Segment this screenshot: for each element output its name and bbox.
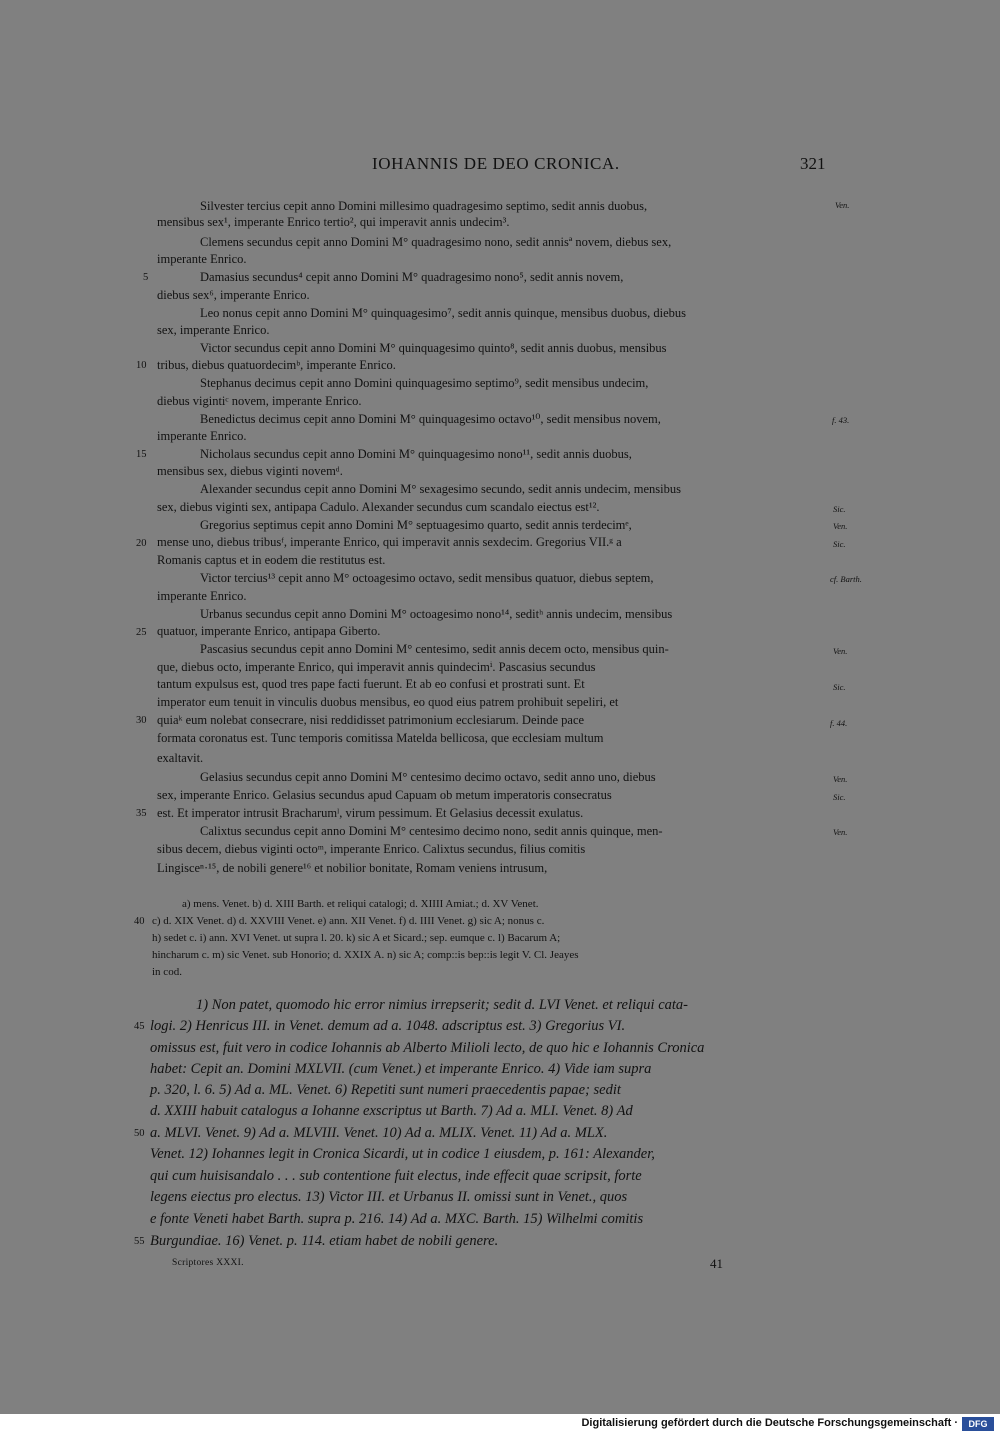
text-line: imperante Enrico. <box>157 589 247 603</box>
text-line: imperante Enrico. <box>157 429 247 443</box>
text-line: quatuor, imperante Enrico, antipapa Giberto. <box>157 624 381 638</box>
footnote-line: p. 320, l. 6. 5) Ad a. ML. Venet. 6) Repetiti sunt numeri praecedentis papae; sedit <box>150 1082 621 1098</box>
gathering-number: 41 <box>710 1256 723 1271</box>
text-line: Urbanus secundus cepit anno Domini M° octoagesimo nono¹⁴, seditʰ annis undecim, mensibus <box>200 607 673 621</box>
margin-note: Ven. <box>833 646 848 656</box>
text-line: mense uno, diebus tribusᶠ, imperante Enrico, qui imperavit annis sexdecim. Gregorius VII.ᵍ a <box>157 535 622 549</box>
apparatus-line: a) mens. Venet. b) d. XIII Barth. et reliqui catalogi; d. XIIII Amiat.; d. XV Venet. <box>182 898 539 910</box>
line-number: 45 <box>134 1021 145 1032</box>
text-line: Lingisceⁿ·¹⁵, de nobili genere¹⁶ et nobilior bonitate, Romam veniens intrusum, <box>157 861 548 875</box>
line-number: 20 <box>136 538 147 549</box>
margin-note: Ven. <box>833 827 848 837</box>
text-line: sibus decem, diebus viginti octoᵐ, imperante Enrico. Calixtus secundus, filius comitis <box>157 842 586 856</box>
footnote-line: logi. 2) Henricus III. in Venet. demum ad a. 1048. adscriptus est. 3) Gregorius VI. <box>150 1018 626 1034</box>
text-line: diebus vigintiᶜ novem, imperante Enrico. <box>157 394 362 408</box>
text-line: Gelasius secundus cepit anno Domini M° centesimo decimo octavo, sedit anno uno, diebus <box>200 770 656 784</box>
footnote-line: habet: Cepit an. Domini MXLVII. (cum Venet.) et imperante Enrico. 4) Vide iam supra <box>150 1061 652 1077</box>
apparatus-line: in cod. <box>152 966 182 978</box>
footnote-line: e fonte Veneti habet Barth. supra p. 216. 14) Ad a. MXC. Barth. 15) Wilhelmi comitis <box>150 1211 644 1227</box>
footnote-line: omissus est, fuit vero in codice Iohannis ab Alberto Milioli lecto, de quo hic e Iohannis Cronica <box>150 1040 705 1056</box>
text-line: Pascasius secundus cepit anno Domini M° centesimo, sedit annis decem octo, mensibus quin- <box>200 642 669 656</box>
footnote-line: legens eiectus pro electus. 13) Victor III. et Urbanus II. omissi sunt in Venet., quos <box>150 1189 628 1205</box>
running-title: IOHANNIS DE DEO CRONICA. <box>372 154 620 173</box>
text-line: Romanis captus et in eodem die restitutus est. <box>157 553 386 567</box>
text-line: sex, diebus viginti sex, antipapa Cadulo. Alexander secundus cum scandalo eiectus est¹². <box>157 500 600 514</box>
text-line: Alexander secundus cepit anno Domini M° sexagesimo secundo, sedit annis undecim, mensibus <box>200 482 681 496</box>
text-line: diebus sex⁶, imperante Enrico. <box>157 288 310 302</box>
text-line: Stephanus decimus cepit anno Domini quinquagesimo septimo⁹, sedit mensibus undecim, <box>200 376 649 390</box>
margin-note: Sic. <box>833 792 846 802</box>
line-number: 10 <box>136 360 147 371</box>
footnote-line: Venet. 12) Iohannes legit in Cronica Sicardi, ut in codice 1 eiusdem, p. 161: Alexander, <box>150 1146 655 1162</box>
text-line: imperante Enrico. <box>157 252 247 266</box>
text-line: Clemens secundus cepit anno Domini M° quadragesimo nono, sedit annisª novem, diebus sex, <box>200 235 672 249</box>
text-line: Gregorius septimus cepit anno Domini M° septuagesimo quarto, sedit annis terdecimᵉ, <box>200 518 632 532</box>
margin-note: f. 43. <box>832 415 850 425</box>
apparatus-line: hincharum c. m) sic Venet. sub Honorio; d. XXIX A. n) sic A; comp::is bep::is legit V. Cl. Jeayes <box>152 949 579 961</box>
footnote-line: a. MLVI. Venet. 9) Ad a. MLVIII. Venet. 10) Ad a. MLIX. Venet. 11) Ad a. MLX. <box>150 1125 608 1141</box>
line-number: 30 <box>136 715 147 726</box>
text-line: Calixtus secundus cepit anno Domini M° centesimo decimo nono, sedit annis quinque, men- <box>200 824 663 838</box>
margin-note: Ven. <box>833 521 848 531</box>
text-line: tantum expulsus est, quod tres pape facti fuerunt. Et ab eo confusi et prostrati sunt. Et <box>157 677 585 691</box>
line-number: 55 <box>134 1236 145 1247</box>
text-line: exaltavit. <box>157 751 204 765</box>
text-line: sex, imperante Enrico. Gelasius secundus apud Capuam ob metum imperatoris consecratus <box>157 788 612 802</box>
text-line: Nicholaus secundus cepit anno Domini M° quinquagesimo nono¹¹, sedit annis duobus, <box>200 447 632 461</box>
text-line: Leo nonus cepit anno Domini M° quinquagesimo⁷, sedit annis quinque, mensibus duobus, diebus <box>200 306 687 320</box>
line-number: 15 <box>136 449 147 460</box>
text-line: sex, imperante Enrico. <box>157 323 270 337</box>
dfg-logo-icon[interactable]: DFG <box>962 1417 994 1431</box>
apparatus-line: c) d. XIX Venet. d) d. XXVIII Venet. e) ann. XII Venet. f) d. IIII Venet. g) sic A; nonus c. <box>152 915 545 927</box>
line-number: 50 <box>134 1128 145 1139</box>
line-number: 5 <box>143 272 149 283</box>
text-line: que, diebus octo, imperante Enrico, qui imperavit annis quindecimⁱ. Pascasius secundus <box>157 660 596 674</box>
margin-note: Sic. <box>833 682 846 692</box>
text-line: imperator eum tenuit in vinculis duobus mensibus, eo quod eius patrem prohibuit sepeliri, et <box>157 695 619 709</box>
footnote-line: qui cum huisisandalo . . . sub contentione fuit electus, inde effecit quae scripsit, forte <box>150 1168 642 1184</box>
text-line: formata coronatus est. Tunc temporis comitissa Matelda bellicosa, que ecclesiam multum <box>157 731 604 745</box>
footnote-line: Burgundiae. 16) Venet. p. 114. etiam habet de nobili genere. <box>150 1233 499 1249</box>
text-line: mensibus sex¹, imperante Enrico tertio², qui imperavit annis undecim³. <box>157 215 510 229</box>
text-line: Benedictus decimus cepit anno Domini M° quinquagesimo octavo¹⁰, sedit mensibus novem, <box>200 412 661 426</box>
text-line: Victor tercius¹³ cepit anno M° octoagesimo octavo, sedit mensibus quatuor, diebus septem, <box>200 571 654 585</box>
text-line: tribus, diebus quatuordecimᵇ, imperante Enrico. <box>157 358 396 372</box>
line-number: 40 <box>134 916 145 927</box>
page-number: 321 <box>800 154 826 173</box>
text-line: est. Et imperator intrusit Bracharumˡ, virum pessimum. Et Gelasius decessit exulatus. <box>157 806 584 820</box>
margin-note: Sic. <box>833 539 846 549</box>
margin-note: Sic. <box>833 504 846 514</box>
margin-note: Ven. <box>835 200 850 210</box>
text-line: mensibus sex, diebus viginti novemᵈ. <box>157 464 343 478</box>
signature-mark: Scriptores XXXI. <box>172 1258 244 1268</box>
text-line: Damasius secundus⁴ cepit anno Domini M° quadragesimo nono⁵, sedit annis novem, <box>200 270 624 284</box>
dfg-funding-bar <box>0 1414 1000 1434</box>
text-line: quiaᵏ eum nolebat consecrare, nisi reddidisset patrimonium ecclesiarum. Deinde pace <box>157 713 585 727</box>
dfg-funding-text: Digitalisierung gefördert durch die Deutsche Forschungsgemeinschaft · <box>581 1417 958 1429</box>
margin-note: f. 44. <box>830 718 848 728</box>
footnote-line: d. XXIII habuit catalogus a Iohanne exscriptus ut Barth. 7) Ad a. MLI. Venet. 8) Ad <box>150 1103 633 1119</box>
apparatus-line: h) sedet c. i) ann. XVI Venet. ut supra l. 20. k) sic A et Sicard.; sep. eumque c. l) Bacarum A; <box>152 932 561 944</box>
line-number: 25 <box>136 627 147 638</box>
footnote-line: 1) Non patet, quomodo hic error nimius irrepserit; sedit d. LVI Venet. et reliqui cata- <box>196 997 689 1013</box>
margin-note: cf. Barth. <box>830 574 862 584</box>
margin-note: Ven. <box>833 774 848 784</box>
text-line: Silvester tercius cepit anno Domini millesimo quadragesimo septimo, sedit annis duobus, <box>200 199 648 213</box>
line-number: 35 <box>136 808 147 819</box>
text-line: Victor secundus cepit anno Domini M° quinquagesimo quinto⁸, sedit annis duobus, mensibus <box>200 341 667 355</box>
